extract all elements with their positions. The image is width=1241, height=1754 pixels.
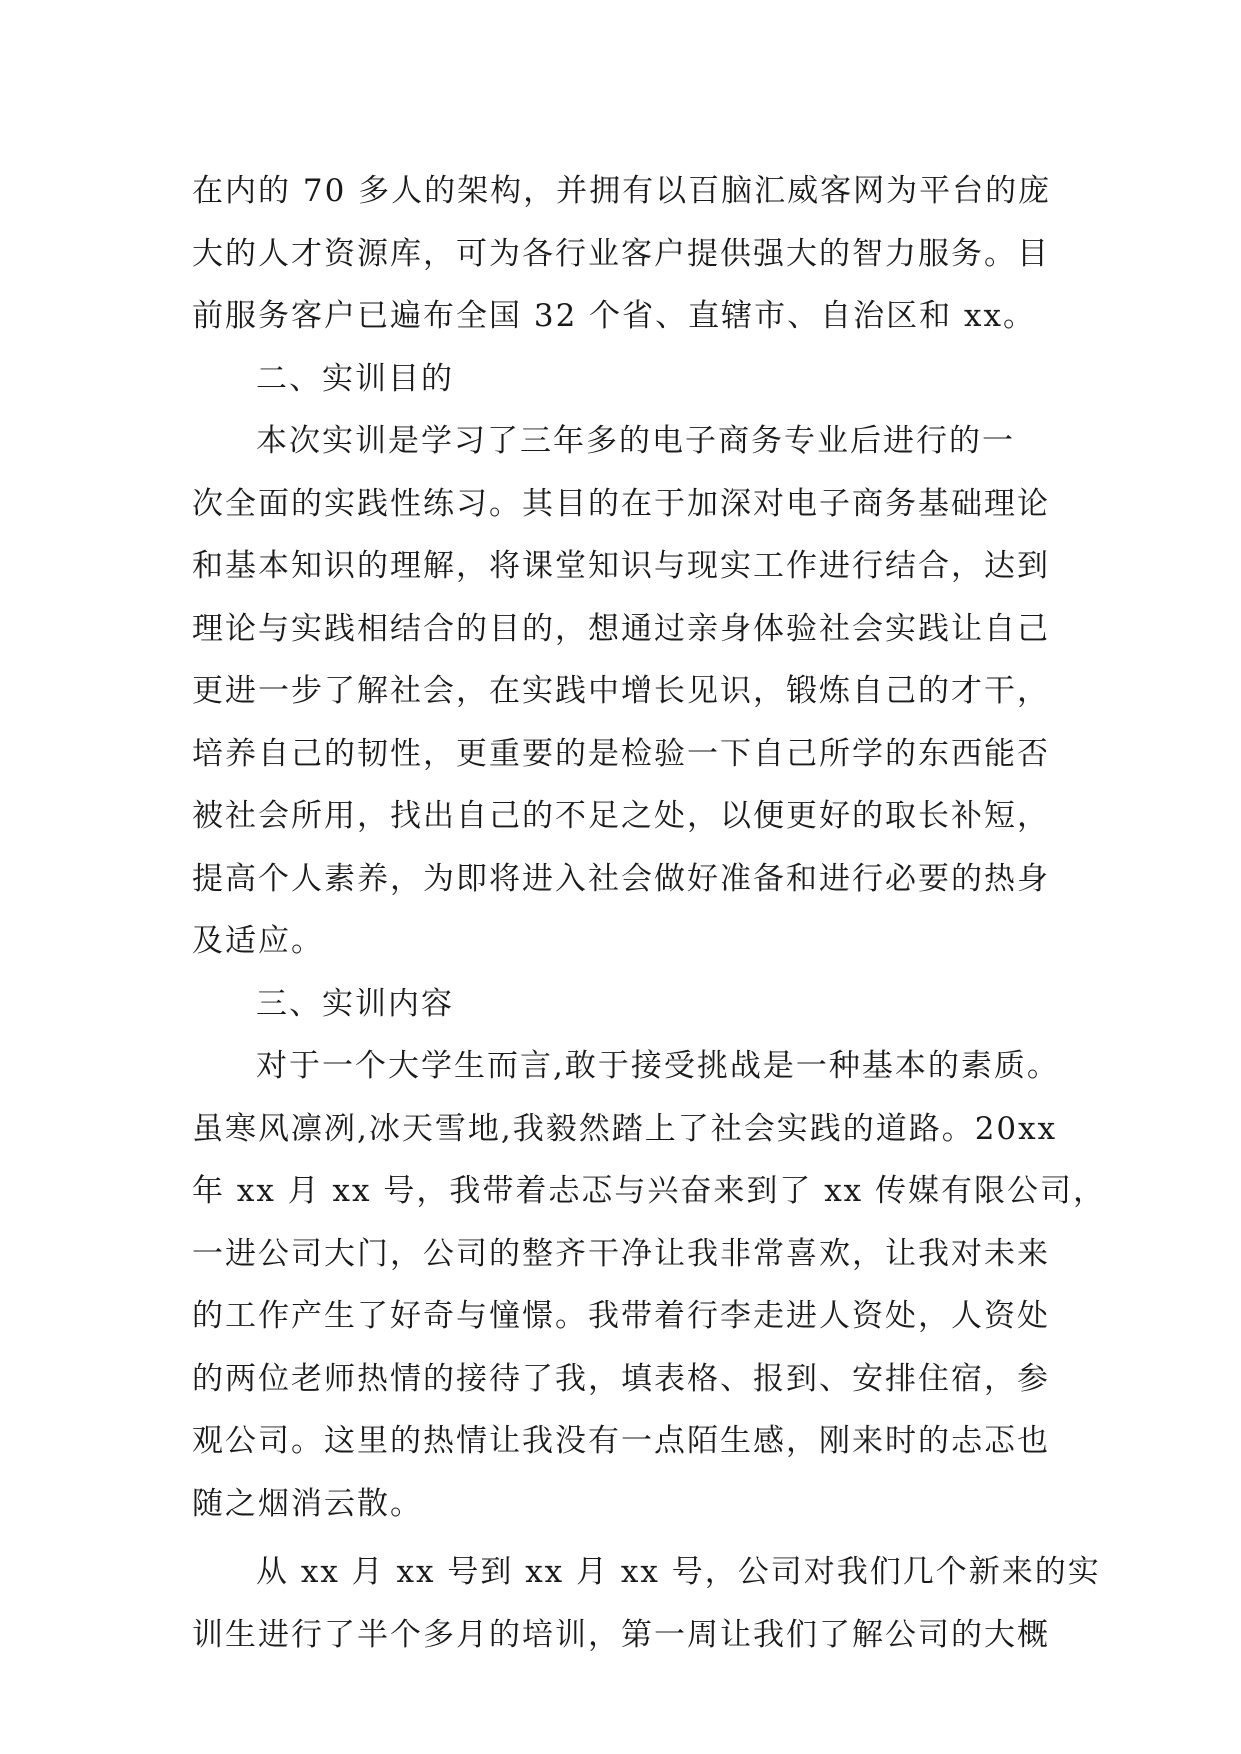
text-line: 培养自己的韧性，更重要的是检验一下自己所学的东西能否: [192, 735, 1050, 772]
text-line: 观公司。这里的热情让我没有一点陌生感，刚来时的忐忑也: [192, 1423, 1050, 1459]
text-line: 年 xx 月 xx 号，我带着忐忑与兴奋来到了 xx 传媒有限公司，: [192, 1173, 1107, 1209]
text-line: 随之烟消云散。: [192, 1485, 423, 1522]
text-line: 提高个人素养，为即将进入社会做好准备和进行必要的热身: [192, 860, 1050, 897]
text-line: 次全面的实践性练习。其目的在于加深对电子商务基础理论: [192, 485, 1050, 522]
text-line: 一进公司大门，公司的整齐干净让我非常喜欢，让我对未来: [192, 1235, 1050, 1272]
text-line: 理论与实践相结合的目的，想通过亲身体验社会实践让自己: [192, 610, 1050, 647]
text-line: 对于一个大学生而言,敢于接受挑战是一种基本的素质。: [256, 1048, 1060, 1084]
text-line: 从 xx 月 xx 号到 xx 月 xx 号，公司对我们几个新来的实: [256, 1554, 1101, 1590]
paragraph-training-purpose: [192, 410, 1052, 973]
paragraph-training-content-1: [192, 1035, 1107, 1535]
text-line: 大的人才资源库，可为各行业客户提供强大的智力服务。目: [192, 235, 1050, 272]
text-line: 的两位老师热情的接待了我，填表格、报到、安排住宿，参: [192, 1360, 1050, 1397]
paragraph-intro: [192, 160, 1052, 348]
text-line: 前服务客户已遍布全国 32 个省、直辖市、自治区和 xx。: [192, 298, 1036, 334]
paragraph-training-content-2: [192, 1541, 1101, 1666]
text-line: 在内的 70 多人的架构，并拥有以百脑汇威客网为平台的庞: [192, 173, 1052, 209]
text-line: 和基本知识的理解，将课堂知识与现实工作进行结合，达到: [192, 548, 1050, 584]
text-line: 本次实训是学习了三年多的电子商务专业后进行的一: [256, 423, 1015, 459]
text-line: 训生进行了半个多月的培训，第一周让我们了解公司的大概: [192, 1616, 1050, 1653]
text-line: 及适应。: [192, 923, 324, 959]
text-line: 虽寒风凛冽,冰天雪地,我毅然踏上了社会实践的道路。20xx: [192, 1110, 1058, 1147]
document-body: [192, 160, 1107, 1666]
text-line: 的工作产生了好奇与憧憬。我带着行李走进人资处，人资处: [192, 1298, 1050, 1334]
section-heading-training-content: 三、实训内容: [256, 985, 454, 1022]
text-line: 更进一步了解社会，在实践中增长见识，锻炼自己的才干，: [192, 673, 1050, 709]
text-line: 被社会所用，找出自己的不足之处，以便更好的取长补短，: [192, 798, 1050, 834]
section-heading-training-purpose: 二、实训目的: [256, 360, 454, 397]
